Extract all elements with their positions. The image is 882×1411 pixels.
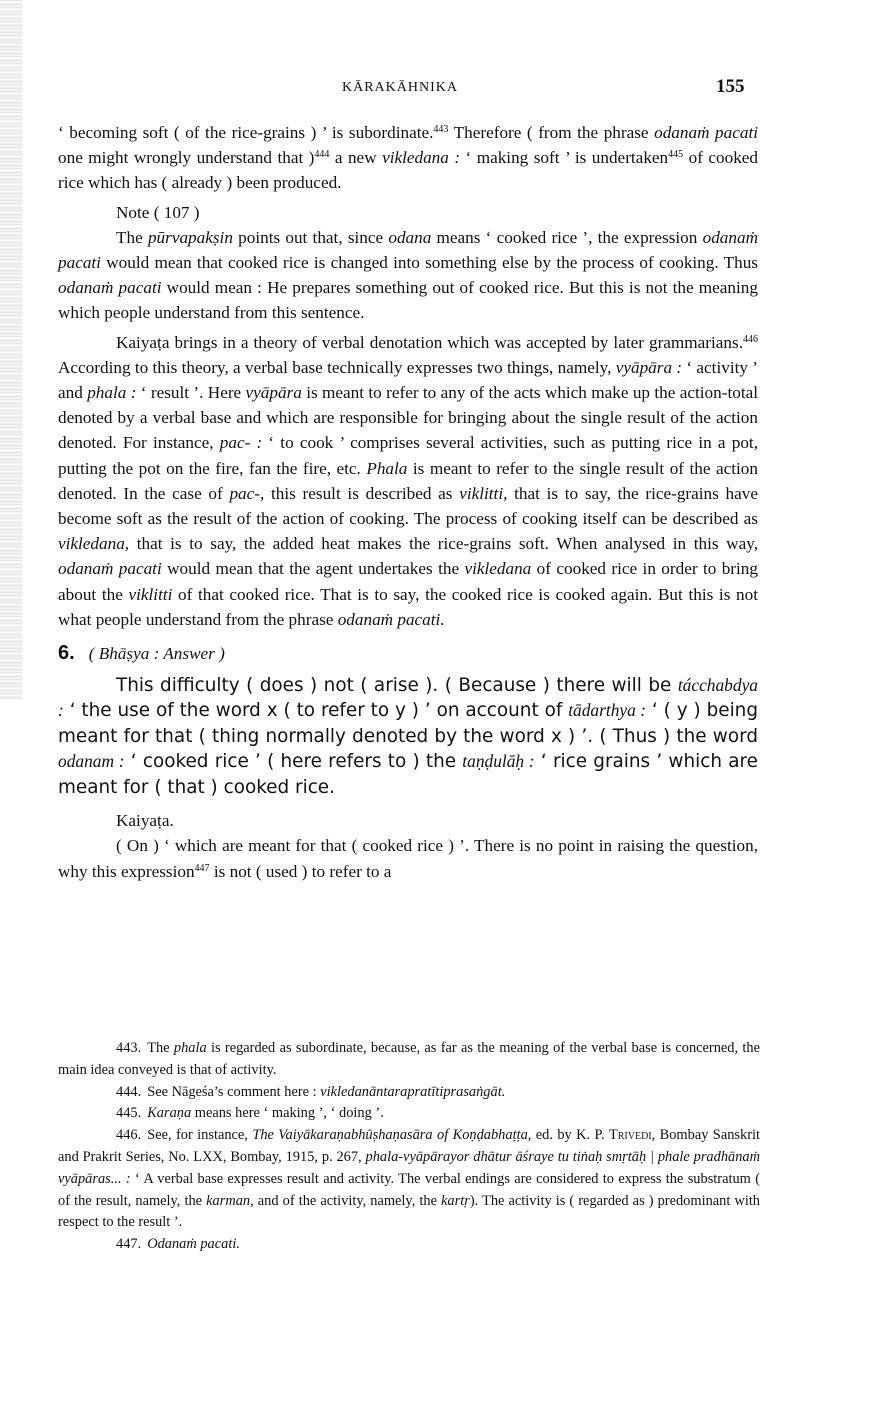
footnote-ref-443[interactable]: 443 xyxy=(433,124,449,135)
paragraph-kaiyata: ( On ) ‘ which are meant for that ( cooked rice ) ’. There is no point in raising the question, why this expression$^{447}$ is not ( used ) to refer to a xyxy=(58,836,758,881)
kaiyata-heading: Kaiyaṭa. xyxy=(116,811,174,831)
footnote-ref-444[interactable]: 444 xyxy=(314,149,330,161)
footnote-ref-447[interactable]: 447 xyxy=(194,862,210,874)
footnote-446: 446. See, for instance, The Vaiyākaraṇabhūṣhaṇasāra of Koṇḍabhaṭṭa, ed. by K. P. Trivedi, Bombay Sanskrit and Prakrit Series, No. LXX, Bombay, 1915, p. 267, phala-vyāpārayor dhātur āśraye tu tiṅaḥ smṛtāḥ | phale pradhānaṁ vyāpāras... : ‘ A verbal base expresses result and activity. The verbal endings are considered to express the substratum ( of the result, namely, the karman, and of the activity, namely, the kartṛ). The activity is ( regarded as ) predominant with respect to the result ’. xyxy=(58,1127,761,1231)
paragraph-kaiyata-theory: Kaiyaṭa brings in a theory of verbal denotation which was accepted by later grammarians.$^{446}$ According to this theory, a verbal base technically expresses two things, namely, vyāpāra : ‘ activity ’ and phala : ‘ result ’. Here vyāpāra is meant to refer to any of the acts which make up the action-total denoted by a verbal base and which are responsible for bringing about the single result of the action denoted. For instance, pac- : ‘ to cook ’ comprises several activities, such as putting rice in a pot, putting the pot on the fire, fan the fire, etc. Phala is meant to refer to the single result of the action denoted. In the case of pac-, this result is described as viklitti, that is to say, the rice-grains have become soft as the result of the action of cooking. The process of cooking itself can be described as vikledana, that is to say, the added heat makes the rice-grains soft. When analysed in this way, odanaṁ pacati would mean that the agent undertakes the vikledana of cooked rice in order to bring about the viklitti of that cooked rice. That is to say, the cooked rice is cooked again. But this is not what people understand from the phrase odanaṁ pacati. xyxy=(58,332,759,629)
main-text xyxy=(58,120,758,884)
footnote-443: 443. The phala is regarded as subordinate, because, as far as the meaning of the verbal base is concerned, the main idea conveyed is that of activity. xyxy=(58,1040,760,1078)
footnote-ref-446[interactable]: 446 xyxy=(743,333,758,345)
page-header xyxy=(0,76,882,100)
page-edge-shadow xyxy=(0,0,22,700)
paragraph-bhashya: This difficulty ( does ) not ( arise ). ( Because ) there will be tácchabdya : ‘ the use of the word x ( to refer to y ) ’ on account of tādarthya : ‘ ( y ) being meant for that ( thing normally denoted by the word x ) ’. ( Thus ) the word odanam : ‘ cooked rice ’ ( here refers to ) the taṇḍulāḥ : ‘ rice grains ’ which are meant for ( that ) cooked rice. xyxy=(58,675,759,798)
running-title: KĀRAKĀHNIKA xyxy=(342,80,458,95)
paragraph-continuation: ‘ becoming soft ( of the rice-grains ) ’ is subordinate.$^{443}$ Therefore ( from the phrase odanaṁ pacati one might wrongly understand that )$^{444}$ a new vikledana : ‘ making soft ’ is undertaken$^{445}$ of cooked rice which has ( already ) been produced. xyxy=(58,123,759,193)
note-heading: Note ( 107 ) xyxy=(116,202,200,222)
section-number: 6. xyxy=(58,642,75,665)
footnote-444: 444. See Nāgeśa’s comment here : vikledanāntarapratītiprasaṅgāt. xyxy=(116,1083,506,1100)
section-label: ( Bhāṣya : Answer ) xyxy=(88,644,225,664)
page-number: 155 xyxy=(716,76,745,97)
footnotes xyxy=(58,1038,760,1256)
paragraph-note: The pūrvapakṣin points out that, since odana means ‘ cooked rice ’, the expression odanaṁ pacati would mean that cooked rice is changed into something else by the process of cooking. Thus odanaṁ pacati would mean : He prepares something out of cooked rice. But this is not the meaning which people understand from this sentence. xyxy=(58,227,758,323)
section-heading xyxy=(58,640,758,667)
footnote-447: 447. Odanaṁ pacati. xyxy=(116,1236,240,1253)
footnote-ref-445[interactable]: 445 xyxy=(668,149,684,161)
footnote-445: 445. Karaṇa means here ‘ making ’, ‘ doing ’. xyxy=(116,1105,384,1122)
